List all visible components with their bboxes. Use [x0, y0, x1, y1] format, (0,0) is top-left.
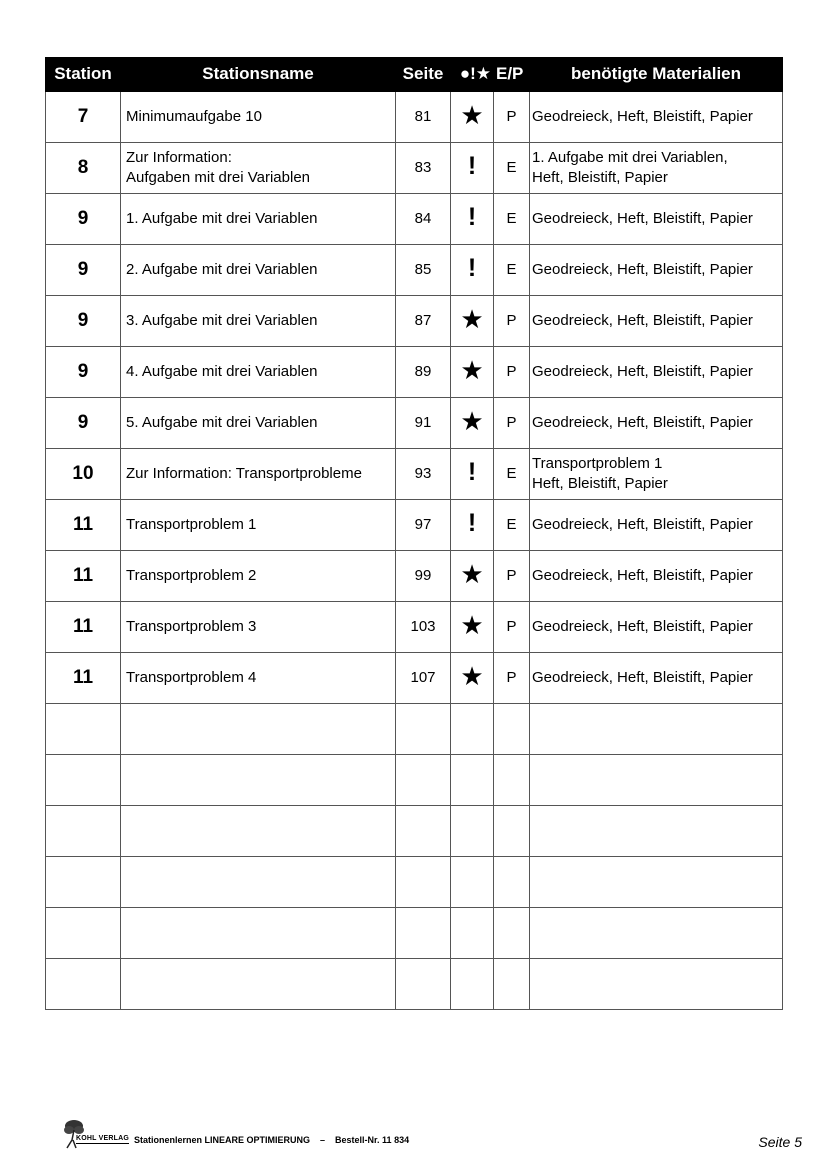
empty-cell: [530, 959, 783, 1010]
symbol-cell: [451, 143, 494, 194]
station-number: 9: [46, 194, 121, 245]
empty-cell: [451, 806, 494, 857]
materials-line: Heft, Bleistift, Papier: [532, 475, 668, 492]
page-number-cell: 107: [396, 653, 451, 704]
empty-cell: [494, 704, 530, 755]
header-stationsname: Stationsname: [121, 58, 396, 92]
materials-cell: [530, 551, 783, 602]
materials-cell: [530, 296, 783, 347]
symbol-cell: [451, 653, 494, 704]
station-name-line: Minimumaufgabe 10: [126, 108, 262, 125]
page-footer: [62, 1118, 802, 1154]
empty-cell: [451, 755, 494, 806]
materials-line: Geodreieck, Heft, Bleistift, Papier: [532, 414, 753, 431]
star-icon: ★: [460, 558, 484, 589]
page-number-cell: 97: [396, 500, 451, 551]
station-name-line: Zur Information:: [126, 149, 232, 166]
materials-cell: [530, 143, 783, 194]
station-number: 11: [46, 653, 121, 704]
empty-cell: [451, 704, 494, 755]
empty-table-row: [46, 857, 783, 908]
materials-cell: [530, 91, 783, 143]
ep-cell: E: [494, 449, 530, 500]
station-name-line: Transportproblem 3: [126, 618, 257, 635]
table-row: [46, 602, 783, 653]
page-number-cell: 84: [396, 194, 451, 245]
materials-line: 1. Aufgabe mit drei Variablen,: [532, 149, 728, 166]
exclamation-icon: !: [467, 152, 477, 180]
empty-table-row: [46, 755, 783, 806]
station-name-line: Aufgaben mit drei Variablen: [126, 169, 310, 186]
empty-cell: [121, 704, 396, 755]
station-name-line: 4. Aufgabe mit drei Variablen: [126, 363, 318, 380]
empty-cell: [396, 908, 451, 959]
empty-cell: [396, 704, 451, 755]
star-icon: ★: [460, 660, 484, 691]
station-name: [121, 551, 396, 602]
star-icon: ★: [460, 609, 484, 640]
station-name-line: Zur Information: Transportprobleme: [126, 465, 362, 482]
empty-cell: [46, 857, 121, 908]
symbol-cell: [451, 347, 494, 398]
ep-cell: P: [494, 551, 530, 602]
materials-cell: [530, 194, 783, 245]
symbol-cell: [451, 194, 494, 245]
materials-cell: [530, 602, 783, 653]
ep-cell: P: [494, 398, 530, 449]
materials-cell: [530, 347, 783, 398]
footer-separator: –: [320, 1135, 326, 1145]
page-number-cell: 85: [396, 245, 451, 296]
materials-line: Geodreieck, Heft, Bleistift, Papier: [532, 261, 753, 278]
materials-line: Geodreieck, Heft, Bleistift, Papier: [532, 618, 753, 635]
station-number: 11: [46, 500, 121, 551]
star-icon: ★: [460, 405, 484, 436]
ep-cell: E: [494, 143, 530, 194]
stations-table: [45, 57, 783, 1010]
page-number-cell: 81: [396, 91, 451, 143]
empty-cell: [46, 806, 121, 857]
empty-cell: [121, 908, 396, 959]
header-ep: E/P: [494, 58, 530, 92]
page-number-cell: 99: [396, 551, 451, 602]
station-name-line: 5. Aufgabe mit drei Variablen: [126, 414, 318, 431]
exclamation-icon: !: [467, 509, 477, 537]
empty-table-row: [46, 704, 783, 755]
station-name: [121, 194, 396, 245]
empty-cell: [396, 857, 451, 908]
materials-cell: [530, 653, 783, 704]
station-name: [121, 398, 396, 449]
materials-cell: [530, 500, 783, 551]
station-name: [121, 91, 396, 143]
table-row: [46, 91, 783, 143]
ep-cell: P: [494, 296, 530, 347]
empty-cell: [396, 755, 451, 806]
symbol-cell: [451, 449, 494, 500]
footer-series-title: Stationenlernen LINEARE OPTIMIERUNG: [134, 1135, 311, 1145]
symbol-cell: [451, 398, 494, 449]
symbol-cell: [451, 602, 494, 653]
exclamation-icon: !: [467, 458, 477, 486]
materials-line: Transportproblem 1: [532, 455, 663, 472]
empty-cell: [494, 755, 530, 806]
header-symbols: ●!★: [451, 58, 494, 92]
empty-cell: [494, 857, 530, 908]
station-name: [121, 296, 396, 347]
empty-cell: [121, 959, 396, 1010]
exclamation-icon: !: [467, 203, 477, 231]
table-row: [46, 653, 783, 704]
materials-line: Geodreieck, Heft, Bleistift, Papier: [532, 363, 753, 380]
materials-line: Geodreieck, Heft, Bleistift, Papier: [532, 669, 753, 686]
table-row: [46, 449, 783, 500]
empty-cell: [46, 704, 121, 755]
station-name: [121, 500, 396, 551]
ep-cell: E: [494, 500, 530, 551]
empty-cell: [530, 806, 783, 857]
materials-line: Geodreieck, Heft, Bleistift, Papier: [532, 210, 753, 227]
materials-cell: [530, 398, 783, 449]
empty-table-row: [46, 806, 783, 857]
header-materials: benötigte Materialien: [530, 58, 783, 92]
station-name-line: 2. Aufgabe mit drei Variablen: [126, 261, 318, 278]
station-name-line: 3. Aufgabe mit drei Variablen: [126, 312, 318, 329]
station-name: [121, 449, 396, 500]
materials-line: Geodreieck, Heft, Bleistift, Papier: [532, 516, 753, 533]
table-row: [46, 500, 783, 551]
empty-cell: [494, 806, 530, 857]
station-name: [121, 653, 396, 704]
symbol-cell: [451, 500, 494, 551]
page-number-cell: 87: [396, 296, 451, 347]
footer-order-number: Bestell-Nr. 11 834: [335, 1135, 410, 1145]
table-row: [46, 143, 783, 194]
station-number: 7: [46, 91, 121, 143]
ep-cell: P: [494, 91, 530, 143]
table-body: [46, 91, 783, 1010]
ep-cell: P: [494, 653, 530, 704]
table-row: [46, 194, 783, 245]
empty-table-row: [46, 908, 783, 959]
star-icon: ★: [460, 354, 484, 385]
station-number: 10: [46, 449, 121, 500]
materials-line: Geodreieck, Heft, Bleistift, Papier: [532, 312, 753, 329]
ep-cell: E: [494, 194, 530, 245]
empty-cell: [396, 806, 451, 857]
table-header-row: [46, 58, 783, 92]
page-number-cell: 91: [396, 398, 451, 449]
station-name-line: 1. Aufgabe mit drei Variablen: [126, 210, 318, 227]
station-name: [121, 347, 396, 398]
empty-cell: [530, 704, 783, 755]
symbol-cell: [451, 91, 494, 143]
empty-cell: [121, 806, 396, 857]
empty-cell: [121, 755, 396, 806]
table-row: [46, 347, 783, 398]
station-name: [121, 245, 396, 296]
empty-cell: [451, 959, 494, 1010]
station-number: 9: [46, 296, 121, 347]
materials-line: Geodreieck, Heft, Bleistift, Papier: [532, 108, 753, 125]
star-icon: ★: [460, 99, 484, 130]
station-number: 11: [46, 551, 121, 602]
station-number: 9: [46, 347, 121, 398]
empty-cell: [46, 755, 121, 806]
symbol-cell: [451, 296, 494, 347]
station-name: [121, 602, 396, 653]
exclamation-icon: !: [467, 254, 477, 282]
empty-cell: [46, 959, 121, 1010]
empty-cell: [530, 908, 783, 959]
empty-cell: [494, 908, 530, 959]
materials-line: Geodreieck, Heft, Bleistift, Papier: [532, 567, 753, 584]
materials-line: Heft, Bleistift, Papier: [532, 169, 668, 186]
station-name: [121, 143, 396, 194]
station-number: 8: [46, 143, 121, 194]
table-row: [46, 551, 783, 602]
table-row: [46, 398, 783, 449]
station-number: 9: [46, 245, 121, 296]
ep-cell: P: [494, 602, 530, 653]
empty-table-row: [46, 959, 783, 1010]
star-icon: ★: [460, 303, 484, 334]
materials-cell: [530, 449, 783, 500]
empty-cell: [494, 959, 530, 1010]
footer-title: [134, 1135, 409, 1145]
empty-cell: [451, 857, 494, 908]
materials-cell: [530, 245, 783, 296]
empty-cell: [46, 908, 121, 959]
ep-cell: P: [494, 347, 530, 398]
empty-cell: [530, 755, 783, 806]
page-number: Seite 5: [758, 1134, 802, 1150]
station-name-line: Transportproblem 4: [126, 669, 257, 686]
station-number: 11: [46, 602, 121, 653]
table-row: [46, 296, 783, 347]
header-seite: Seite: [396, 58, 451, 92]
page-number-cell: 103: [396, 602, 451, 653]
page-number-cell: 89: [396, 347, 451, 398]
empty-cell: [396, 959, 451, 1010]
empty-cell: [121, 857, 396, 908]
symbol-cell: [451, 551, 494, 602]
empty-cell: [530, 857, 783, 908]
header-station: Station: [46, 58, 121, 92]
symbol-cell: [451, 245, 494, 296]
ep-cell: E: [494, 245, 530, 296]
empty-cell: [451, 908, 494, 959]
table-row: [46, 245, 783, 296]
station-name-line: Transportproblem 2: [126, 567, 257, 584]
page-number-cell: 93: [396, 449, 451, 500]
page-number-cell: 83: [396, 143, 451, 194]
logo-text: KOHL VERLAG: [76, 1135, 130, 1142]
station-number: 9: [46, 398, 121, 449]
station-name-line: Transportproblem 1: [126, 516, 257, 533]
